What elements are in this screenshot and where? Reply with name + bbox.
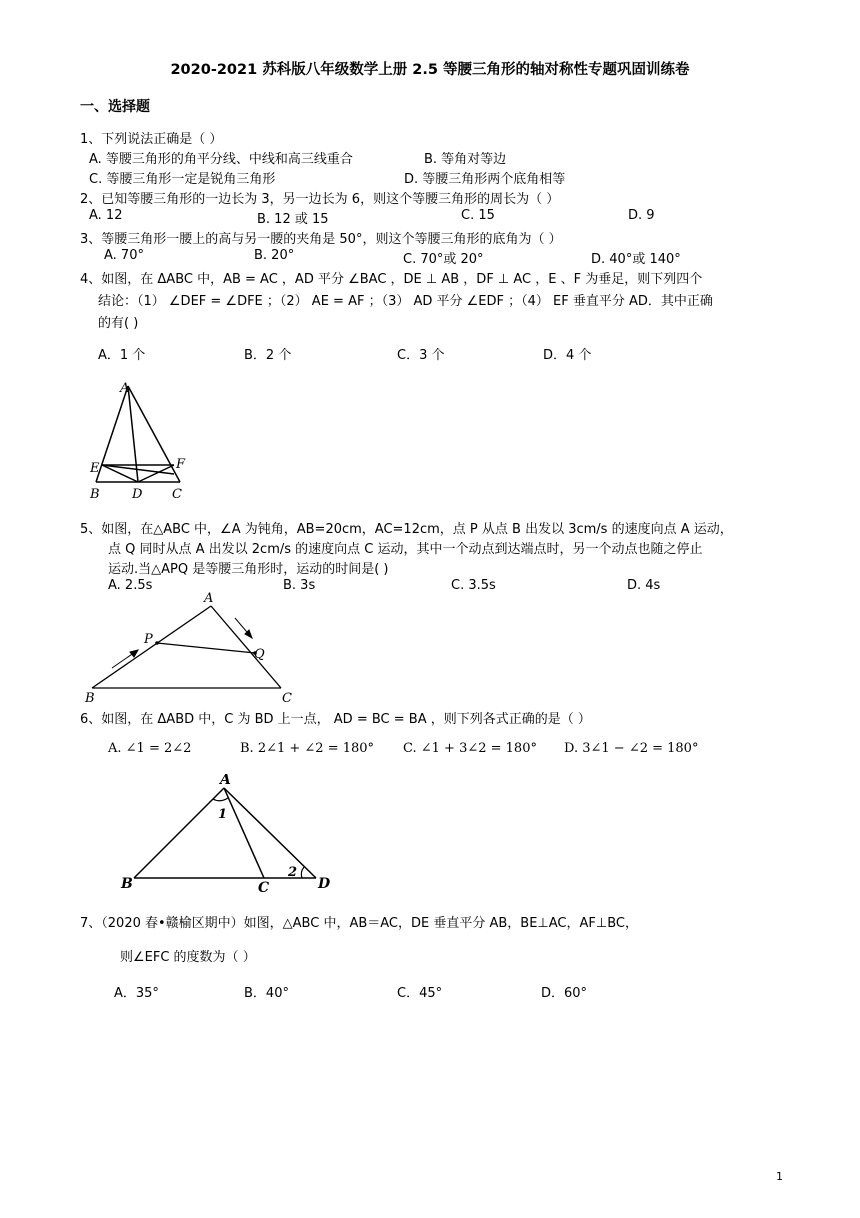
question-6-option-d: D. 3∠1 − ∠2 = 180° [564,741,699,756]
question-1-option-a: A. 等腰三角形的角平分线、中线和高三线重合 [89,152,353,167]
fig6-label-c: C [258,880,270,896]
question-2-option-a: A. 12 [89,208,123,223]
fig5-label-a: A [204,591,214,606]
fig5-label-p: P [144,632,153,647]
question-3-option-d: D. 40°或 140° [591,252,681,267]
question-6-option-c: C. ∠1 + 3∠2 = 180° [403,741,537,756]
question-1-option-b: B. 等角对等边 [424,152,507,167]
fig6-side-ab [134,788,224,878]
question-7-option-b: B．40° [244,986,289,1001]
question-3-option-b: B. 20° [254,248,295,263]
question-1-stem: 1、下列说法正确是（ ） [80,132,223,147]
fig6-segment-ac [224,788,264,878]
question-7-line-2: 则∠EFC 的度数为（ ） [120,950,256,965]
fig6-angle-2-arc [301,867,304,878]
question-5-line-1: 5、如图，在△ABC 中，∠A 为钝角，AB=20cm，AC=12cm，点 P 从点 B 出发以 3cm/s 的速度向点 A 运动， [80,522,733,537]
fig5-side-ac [211,606,281,688]
fig6-side-ad [224,788,316,878]
question-7-option-d: D．60° [541,986,588,1001]
question-1-option-d: D. 等腰三角形两个底角相等 [404,172,566,187]
question-2-option-b: B. 12 或 15 [257,212,329,227]
question-6-stem: 6、如图，在 ΔABD 中，C 为 BD 上一点， AD = BC = BA ，则下列各式正确的是（ ） [80,712,591,727]
fig4-label-a: A [120,381,130,396]
question-5-line-2: 点 Q 同时从点 A 出发以 2cm/s 的速度向点 C 运动，其中一个动点到达端点时，另一个动点也随之停止 [108,542,703,557]
fig4-label-c: C [172,487,182,502]
question-4-option-c: C．3 个 [397,348,445,363]
question-4-line-2: 结论：（1） ∠DEF = ∠DFE ；（2） AE = AF ；（3） AD 平分 ∠EDF ；（4） EF 垂直平分 AD．其中正确 [98,294,713,309]
question-2-option-d: D. 9 [628,208,655,223]
fig4-label-e: E [90,461,100,476]
question-5-option-b: B. 3s [283,578,316,593]
question-3-stem: 3、等腰三角形一腰上的高与另一腰的夹角是 50°，则这个等腰三角形的底角为（ ） [80,232,562,247]
section-heading: 一、选择题 [80,99,150,115]
question-6-figure [116,774,340,898]
fig5-segment-pq [157,643,255,653]
document-title: 2020-2021 苏科版八年级数学上册 2.5 等腰三角形的轴对称性专题巩固训练卷 [170,62,690,78]
question-4-line-3: 的有( ) [98,316,139,331]
fig5-label-c: C [282,691,292,706]
question-3-option-a: A. 70° [104,248,144,263]
fig4-label-f: F [176,457,186,472]
question-5-option-a: A. 2.5s [108,578,153,593]
question-5-line-3: 运动.当△APQ 是等腰三角形时，运动的时间是( ) [108,562,389,577]
question-4-line-1: 4、如图，在 ΔABC 中，AB = AC ，AD 平分 ∠BAC ，DE ⊥ AB ，DF ⊥ AC ，E 、F 为垂足，则下列四个 [80,272,703,287]
question-2-stem: 2、已知等腰三角形的一边长为 3，另一边长为 6，则这个等腰三角形的周长为（ ） [80,192,560,207]
question-5-figure [80,590,310,708]
fig6-label-b: B [121,876,133,892]
question-5-option-c: C. 3.5s [451,578,496,593]
fig6-angle-2-label: 2 [288,865,298,880]
question-6-option-b: B. 2∠1 + ∠2 = 180° [240,741,375,756]
page-number: 1 [776,1170,783,1183]
question-4-figure [84,378,194,502]
question-4-option-d: D．4 个 [543,348,592,363]
fig6-label-a: A [220,774,231,788]
fig5-label-b: B [85,691,95,706]
question-5-option-d: D. 4s [627,578,661,593]
fig5-point-p [155,641,159,645]
question-1-option-c: C. 等腰三角形一定是锐角三角形 [89,172,276,187]
question-4-option-b: B．2 个 [244,348,292,363]
question-4-option-a: A．1 个 [98,348,146,363]
fig4-label-d: D [132,487,143,502]
question-7-line-1: 7、（2020 春•赣榆区期中）如图，△ABC 中，AB＝AC，DE 垂直平分 AB，BE⊥AC，AF⊥BC， [80,916,638,931]
question-2-option-c: C. 15 [461,208,495,223]
question-7-option-a: A．35° [114,986,159,1001]
question-3-option-c: C. 70°或 20° [403,252,484,267]
question-7-option-c: C．45° [397,986,443,1001]
fig5-label-q: Q [254,647,265,662]
fig6-angle-1-arc [213,798,228,801]
fig6-label-d: D [318,876,331,892]
fig5-arrowhead-bp [130,650,138,657]
question-6-option-a: A. ∠1 = 2∠2 [108,741,192,756]
fig6-angle-1-label: 1 [218,807,228,822]
fig4-label-b: B [90,487,100,502]
